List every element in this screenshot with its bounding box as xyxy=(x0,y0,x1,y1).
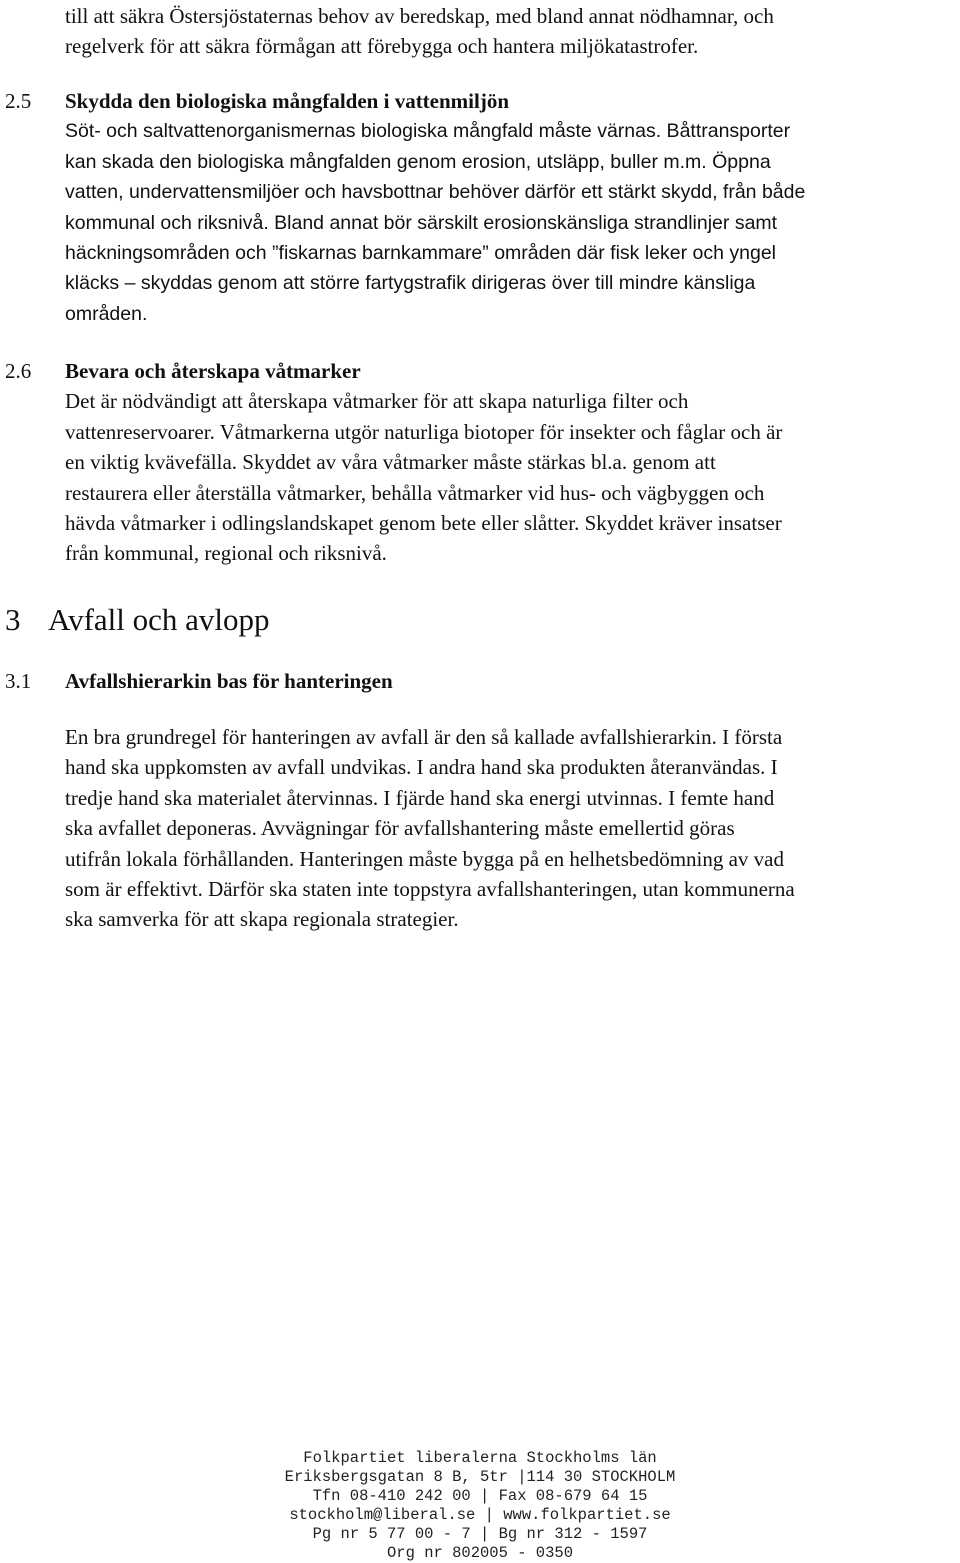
chapter-number: 3 xyxy=(5,602,21,637)
section-3-1-body xyxy=(65,722,955,935)
footer-org-number: Org nr 802005 - 0350 xyxy=(386,1544,574,1562)
text-line: en viktig kvävefälla. Skyddet av våra våtmarker måste stärkas bl.a. genom att xyxy=(65,450,716,475)
text-line: som är effektivt. Därför ska staten inte toppstyra avfallshanteringen, utan kommunerna xyxy=(65,877,795,902)
text-line: kommunal och riksnivå. Bland annat bör särskilt erosionskänsliga strandlinjer samt xyxy=(65,211,778,234)
text-line: från kommunal, regional och riksnivå. xyxy=(65,541,387,566)
text-line: regelverk för att säkra förmågan att förebygga och hantera miljökatastrofer. xyxy=(65,34,699,59)
footer-address: Eriksbergsgatan 8 B, 5tr |114 30 STOCKHOLM xyxy=(284,1468,676,1486)
text-line: vatten, undervattensmiljöer och havsbottnar behöver därför ett stärkt skydd, från både xyxy=(65,181,806,204)
text-line: kläcks – skyddas genom att större fartygstrafik dirigeras över till mindre känsliga xyxy=(65,272,756,295)
footer-phone-fax: Tfn 08-410 242 00 | Fax 08-679 64 15 xyxy=(312,1487,648,1505)
text-line: ska avfallet deponeras. Avvägningar för avfallshantering måste emellertid göras xyxy=(65,816,735,841)
section-2-6 xyxy=(65,356,955,569)
footer-giro: Pg nr 5 77 00 - 7 | Bg nr 312 - 1597 xyxy=(312,1525,648,1543)
section-2-5 xyxy=(65,86,955,329)
text-line: En bra grundregel för hanteringen av avfall är den så kallade avfallshierarkin. I första xyxy=(65,725,783,749)
text-line: vattenreservoarer. Våtmarkerna utgör naturliga biotoper för insekter och fåglar och är xyxy=(65,419,783,444)
footer-organization: Folkpartiet liberalerna Stockholms län xyxy=(303,1449,657,1467)
section-heading: Avfallshierarkin bas för hanteringen xyxy=(65,669,393,693)
text-line: Det är nödvändigt att återskapa våtmarker för att skapa naturliga filter och xyxy=(65,389,689,414)
text-line: häckningsområden och ”fiskarnas barnkammare” områden där fisk leker och yngel xyxy=(65,242,776,265)
chapter-title: Avfall och avlopp xyxy=(48,602,270,637)
text-line: restaurera eller återställa våtmarker, behålla våtmarker vid hus- och vägbyggen och xyxy=(65,480,765,505)
text-line: hävda våtmarker i odlingslandskapet genom bete eller slåtter. Skyddet kräver insatser xyxy=(65,511,782,536)
section-3-1-heading-wrap xyxy=(65,666,955,696)
text-line: till att säkra Östersjöstaternas behov av beredskap, med bland annat nödhamnar, och xyxy=(65,4,774,28)
section-body xyxy=(65,386,955,568)
text-line: ska samverka för att skapa regionala strategier. xyxy=(65,907,459,932)
text-line: kan skada den biologiska mångfalden genom erosion, utsläpp, buller m.m. Öppna xyxy=(65,150,771,173)
page-footer xyxy=(0,1449,960,1563)
intro-paragraph xyxy=(65,1,955,62)
footer-email-web: stockholm@liberal.se | www.folkpartiet.se xyxy=(289,1506,671,1524)
section-number: 2.5 xyxy=(5,89,32,113)
text-line: utifrån lokala förhållanden. Hanteringen måste bygga på en helhetsbedömning av vad xyxy=(65,846,785,871)
section-number: 3.1 xyxy=(5,669,32,693)
text-line: tredje hand ska materialet återvinnas. I fjärde hand ska energi utvinnas. I femte hand xyxy=(65,785,775,810)
text-line: områden. xyxy=(65,302,148,325)
section-heading: Bevara och återskapa våtmarker xyxy=(65,359,361,383)
text-line: hand ska uppkomsten av avfall undvikas. I andra hand ska produkten återanvändas. I xyxy=(65,755,778,780)
section-body xyxy=(65,116,955,329)
section-heading: Skydda den biologiska mångfalden i vattenmiljön xyxy=(65,89,510,113)
section-number: 2.6 xyxy=(5,359,32,383)
text-line: Söt- och saltvattenorganismernas biologiska mångfald måste värnas. Båttransporter xyxy=(65,120,791,143)
